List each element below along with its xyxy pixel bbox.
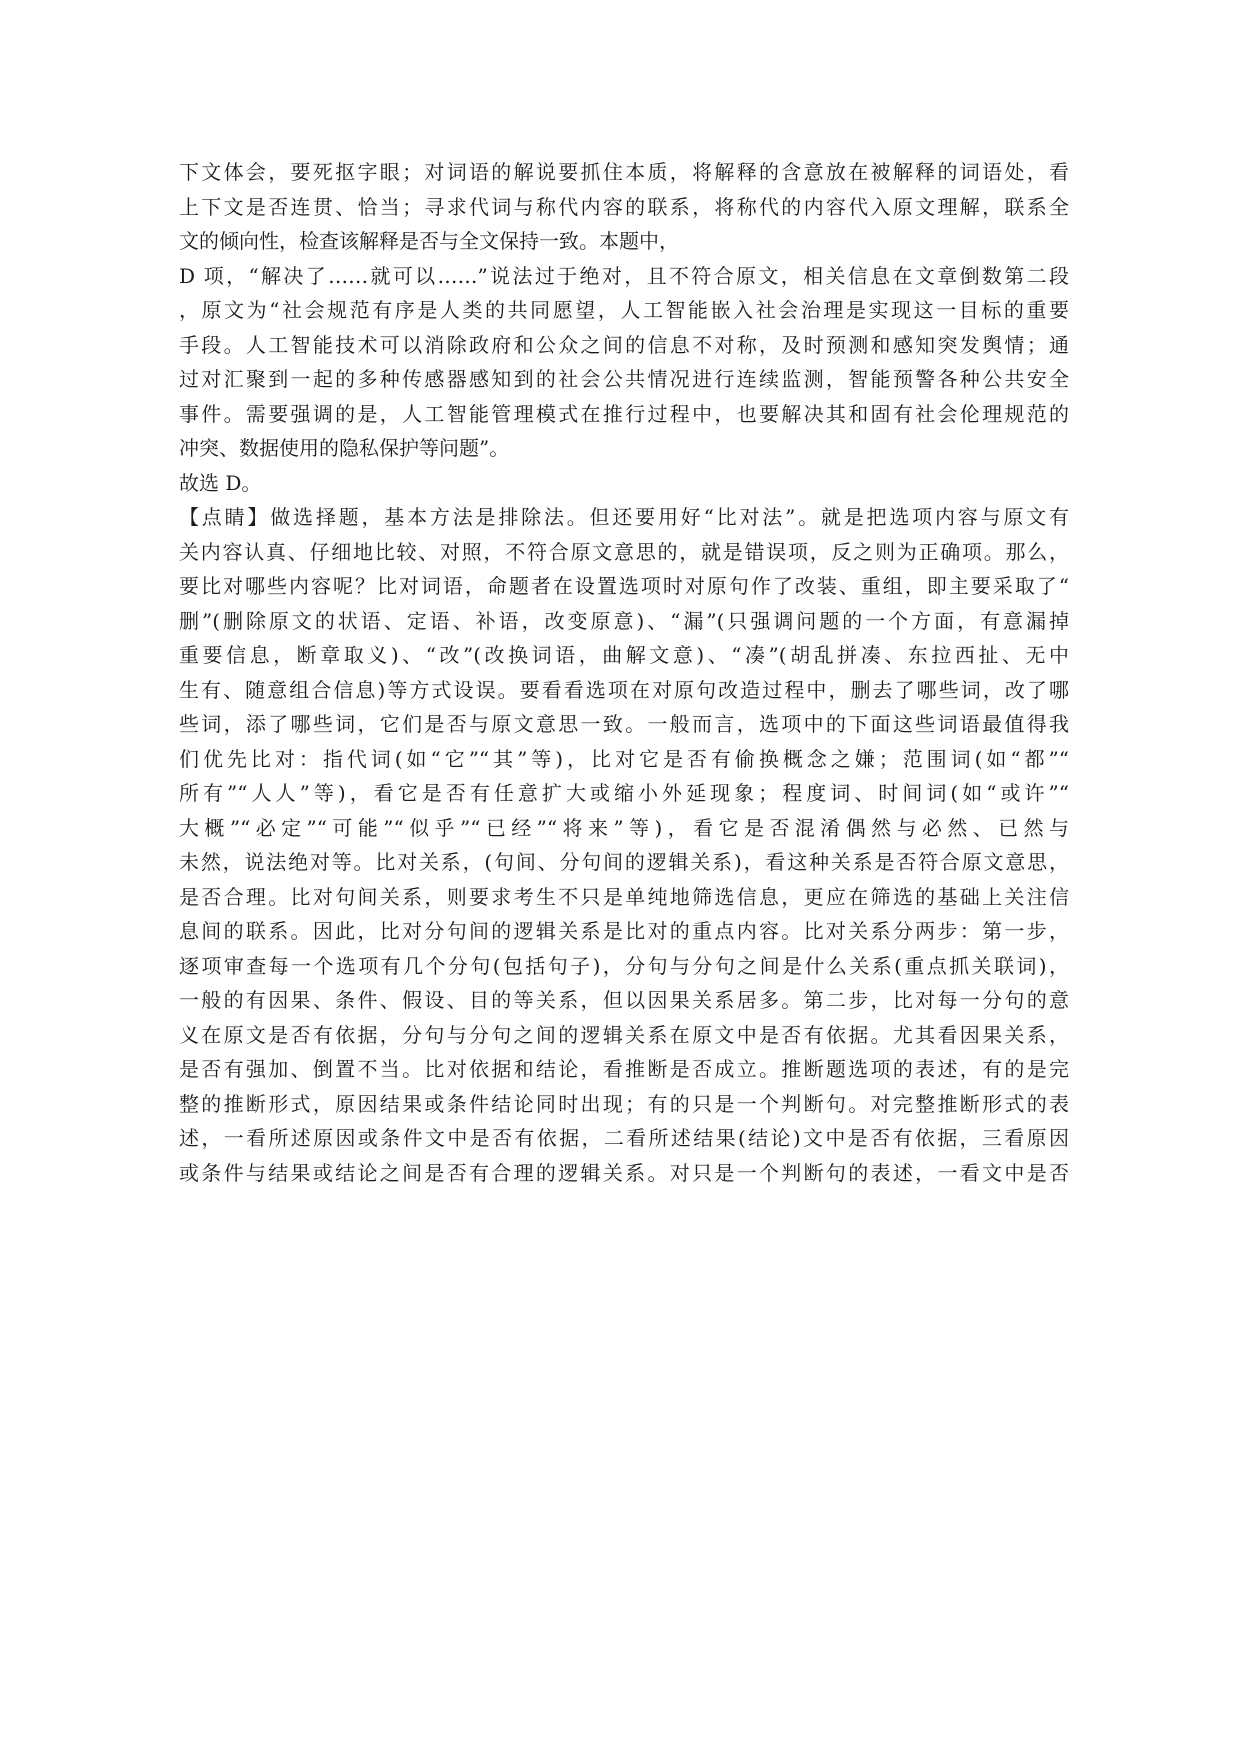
text-line: 上下文是否连贯、恰当；寻求代词与称代内容的联系，将称代的内容代入原文理解，联系全 bbox=[179, 194, 1069, 219]
text-line: 下文体会，要死抠字眼；对词语的解说要抓住本质，将解释的含意放在被解释的词语处，看 bbox=[179, 160, 1069, 184]
document-body bbox=[179, 155, 1069, 1190]
text-line: 是否合理。比对句间关系，则要求考生不只是单纯地筛选信息，更应在筛选的基础上关注信 bbox=[179, 884, 1069, 909]
text-line: 些词，添了哪些词，它们是否与原文意思一致。一般而言，选项中的下面这些词语最值得我 bbox=[179, 712, 1069, 736]
text-line: 文的倾向性，检查该解释是否与全文保持一致。本题中， bbox=[179, 229, 679, 253]
text-line: 或条件与结果或结论之间是否有合理的逻辑关系。对只是一个判断句的表述，一看文中是否 bbox=[179, 1160, 1069, 1185]
text-line: 逐项审查每一个选项有几个分句(包括句子)，分句与分句之间是什么关系(重点抓关联词)， bbox=[179, 953, 1069, 978]
text-line: 是否有强加、倒置不当。比对依据和结论，看推断是否成立。推断题选项的表述，有的是完 bbox=[179, 1057, 1069, 1081]
text-line: 未然，说法绝对等。比对关系，(句间、分句间的逻辑关系)，看这种关系是否符合原文意思， bbox=[179, 850, 1069, 874]
text-line: 息间的联系。因此，比对分句间的逻辑关系是比对的重点内容。比对关系分两步：第一步， bbox=[179, 919, 1069, 943]
text-line: 故选 D。 bbox=[179, 470, 262, 495]
text-line: ，原文为“社会规范有序是人类的共同愿望，人工智能嵌入社会治理是实现这一目标的重要 bbox=[179, 298, 1069, 322]
text-line: 过对汇聚到一起的多种传感器感知到的社会公共情况进行连续监测，智能预警各种公共安全 bbox=[179, 367, 1069, 391]
text-line: 删”(删除原文的状语、定语、补语，改变原意)、“漏”(只强调问题的一个方面，有意漏掉 bbox=[179, 608, 1069, 633]
text-line: 事件。需要强调的是，人工智能管理模式在推行过程中，也要解决其和固有社会伦理规范的 bbox=[179, 401, 1069, 426]
text-line: 一般的有因果、条件、假设、目的等关系，但以因果关系居多。第二步，比对每一分句的意 bbox=[179, 988, 1069, 1012]
text-line: 所有”“人人”等)，看它是否有任意扩大或缩小外延现象；程度词、时间词(如“或许”“ bbox=[179, 781, 1069, 805]
text-line: 大概”“必定”“可能”“似乎”“已经”“将来”等)，看它是否混淆偶然与必然、已然与 bbox=[179, 815, 1069, 840]
text-line: 手段。人工智能技术可以消除政府和公众之间的信息不对称，及时预测和感知突发舆情；通 bbox=[179, 332, 1069, 357]
text-line: 们优先比对：指代词(如“它”“其”等)，比对它是否有偷换概念之嫌；范围词(如“都”“ bbox=[179, 746, 1069, 771]
text-line: D 项，“解决了……就可以……”说法过于绝对，且不符合原文，相关信息在文章倒数第二段 bbox=[179, 263, 1069, 288]
text-line: 冲突、数据使用的隐私保护等问题”。 bbox=[179, 436, 510, 460]
text-line: 关内容认真、仔细地比较、对照，不符合原文意思的，就是错误项，反之则为正确项。那么， bbox=[179, 539, 1069, 564]
text-line: 义在原文是否有依据，分句与分句之间的逻辑关系在原文中是否有依据。尤其看因果关系， bbox=[179, 1022, 1069, 1047]
text-line: 生有、随意组合信息)等方式设误。要看看选项在对原句改造过程中，删去了哪些词，改了哪 bbox=[179, 677, 1069, 702]
text-line: 整的推断形式，原因结果或条件结论同时出现；有的只是一个判断句。对完整推断形式的表 bbox=[179, 1091, 1069, 1116]
text-line: 述，一看所述原因或条件文中是否有依据，二看所述结果(结论)文中是否有依据，三看原因 bbox=[179, 1126, 1069, 1150]
text-line: 重要信息，断章取义)、“改”(改换词语，曲解文意)、“凑”(胡乱拼凑、东拉西扯、无中 bbox=[179, 643, 1069, 667]
text-line: 【点睛】做选择题，基本方法是排除法。但还要用好“比对法”。就是把选项内容与原文有 bbox=[179, 505, 1069, 529]
text-line: 要比对哪些内容呢？比对词语，命题者在设置选项时对原句作了改装、重组，即主要采取了“ bbox=[179, 574, 1069, 598]
